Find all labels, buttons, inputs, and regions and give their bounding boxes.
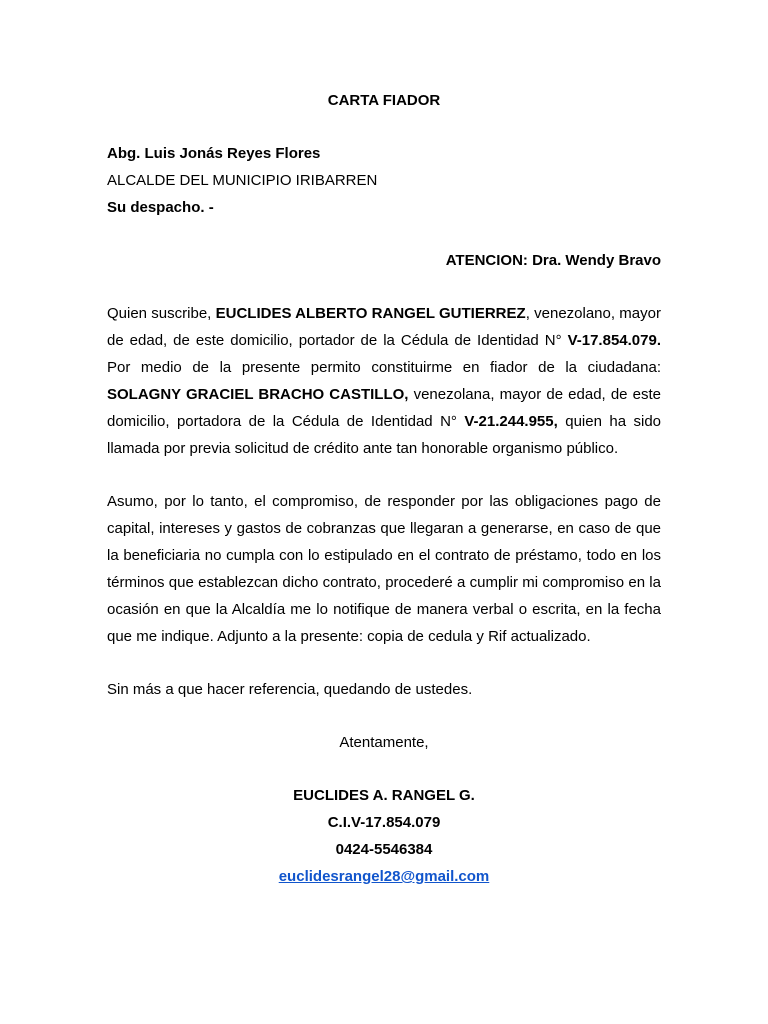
recipient-position: ALCALDE DEL MUNICIPIO IRIBARREN [107, 172, 378, 189]
borrower-id: V-21.244.955, [464, 413, 558, 430]
signature-phone: 0424-5546384 [335, 841, 433, 858]
guarantor-id: V-17.854.079. [567, 332, 661, 349]
borrower-name: SOLAGNY GRACIEL BRACHO CASTILLO, [107, 386, 409, 403]
attention-line: ATENCION: Dra. Wendy Bravo [445, 252, 661, 269]
paragraph-commitment: Asumo, por lo tanto, el compromiso, de responder por las obligaciones pago de capital, intereses y gastos de cobranzas que llegaran a generarse, en caso de que la beneficiaria no cumpla con lo estipulado en el contrato de préstamo, todo en los términos que establezcan dicho contrato, procederé a cumplir mi compromiso en la ocasión en que la Alcaldía me lo notifique de manera verbal o escrita, en la fecha que me indique. Adjunto a la presente: copia de cedula y Rif actualizado. [107, 493, 661, 645]
signature-email-link[interactable]: euclidesrangel28@gmail.com [278, 868, 490, 885]
salutation: Atentamente, [339, 734, 429, 751]
document-title: CARTA FIADOR [327, 92, 441, 109]
paragraph-text: Por medio de la presente permito constituirme en fiador de la ciudadana: [107, 359, 661, 376]
recipient-name: Abg. Luis Jonás Reyes Flores [107, 145, 321, 162]
paragraph-text: Quien suscribe, [107, 305, 216, 322]
paragraph-guarantee [107, 300, 661, 462]
signature-id: C.I.V-17.854.079 [327, 814, 441, 831]
paragraph-text: venezolana, mayor de edad, de este domicilio, portadora de la Cédula de Identidad N° [107, 386, 661, 430]
paragraph-text: quien ha sido llamada por previa solicitud de crédito ante tan honorable organismo público. [107, 413, 662, 457]
letter-body [107, 87, 661, 890]
paragraph-closing: Sin más a que hacer referencia, quedando de ustedes. [107, 681, 473, 698]
paragraph-text: , venezolano, mayor de edad, de este domicilio, portador de la Cédula de Identidad N° [107, 305, 661, 349]
recipient-closing: Su despacho. - [107, 199, 214, 216]
signature-name: EUCLIDES A. RANGEL G. [293, 787, 475, 804]
guarantor-name: EUCLIDES ALBERTO RANGEL GUTIERREZ [215, 305, 526, 322]
